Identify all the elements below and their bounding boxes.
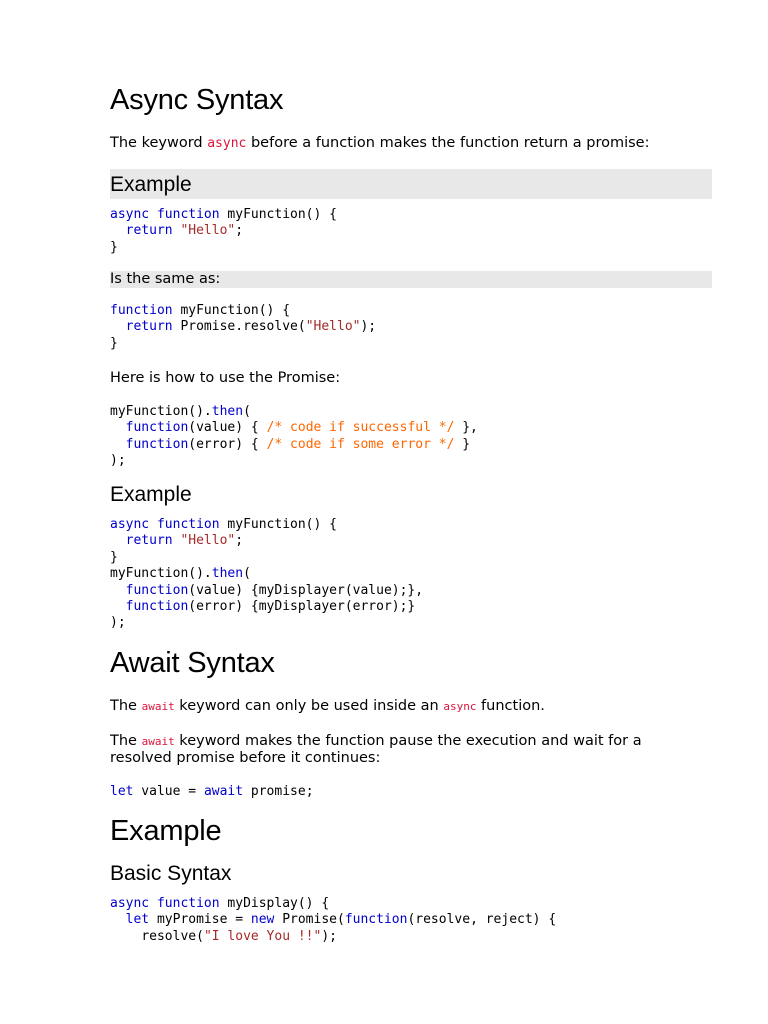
code-line: } [110,549,118,565]
code-line: function(value) {myDisplayer(value);}, [125,582,424,598]
how-to-use-label: Here is how to use the Promise: [110,370,341,386]
code-line: return "Hello"; [125,223,244,239]
code-block-then-usage [110,404,478,470]
code-line: ); [110,615,126,631]
inline-code-async: async [207,136,247,151]
code-line: return Promise.resolve("Hello"); [125,319,377,335]
code-line: ); [110,453,126,469]
code-line: function(value) { /* code if successful */ }, [125,420,478,436]
code-line: async function myDisplay() { [110,896,330,911]
code-block-my-display [110,896,556,945]
code-block-async-function [110,207,337,256]
code-block-await-statement [110,784,314,800]
inline-code-await: await [141,700,175,713]
await-paragraph-2: The await keyword makes the function pause the execution and wait for a resolved promise before it continues: [110,733,642,766]
code-line: async function myFunction() { [110,207,337,222]
code-line: let myPromise = new Promise(function(resolve, reject) { [125,912,557,928]
intro-text-before: The keyword [110,135,208,151]
code-line: function(error) { /* code if some error */ } [125,436,471,452]
code-line: function myFunction() { [110,303,291,318]
code-block-displayer-example [110,517,423,632]
code-line: function(error) {myDisplayer(error);} [125,599,416,615]
code-line: async function myFunction() { [110,517,337,532]
code-line: myFunction().then( [110,404,251,419]
code-line: myFunction().then( [110,566,251,582]
basic-syntax-heading: Basic Syntax [110,862,232,885]
inline-code-async: async [443,700,477,713]
example-heading: Example [110,173,192,196]
code-line: } [110,335,118,351]
intro-text-after: before a function makes the function return a promise: [246,135,650,151]
code-line: let value = await promise; [110,784,314,799]
same-as-band [110,271,712,288]
same-as-label: Is the same as: [110,271,221,287]
inline-code-await: await [141,735,175,748]
example-section-heading: Example [110,815,222,847]
code-line: } [110,239,118,255]
example-band [110,169,712,199]
await-syntax-heading: Await Syntax [110,647,275,679]
code-block-promise-resolve [110,303,376,352]
code-line: return "Hello"; [125,533,244,549]
async-intro-paragraph [110,135,712,152]
example-2-heading: Example [110,483,192,506]
async-syntax-heading: Async Syntax [110,84,284,116]
await-paragraph-1: The await keyword can only be used inside an async function. [110,698,545,714]
code-line: resolve("I love You !!"); [141,928,337,944]
